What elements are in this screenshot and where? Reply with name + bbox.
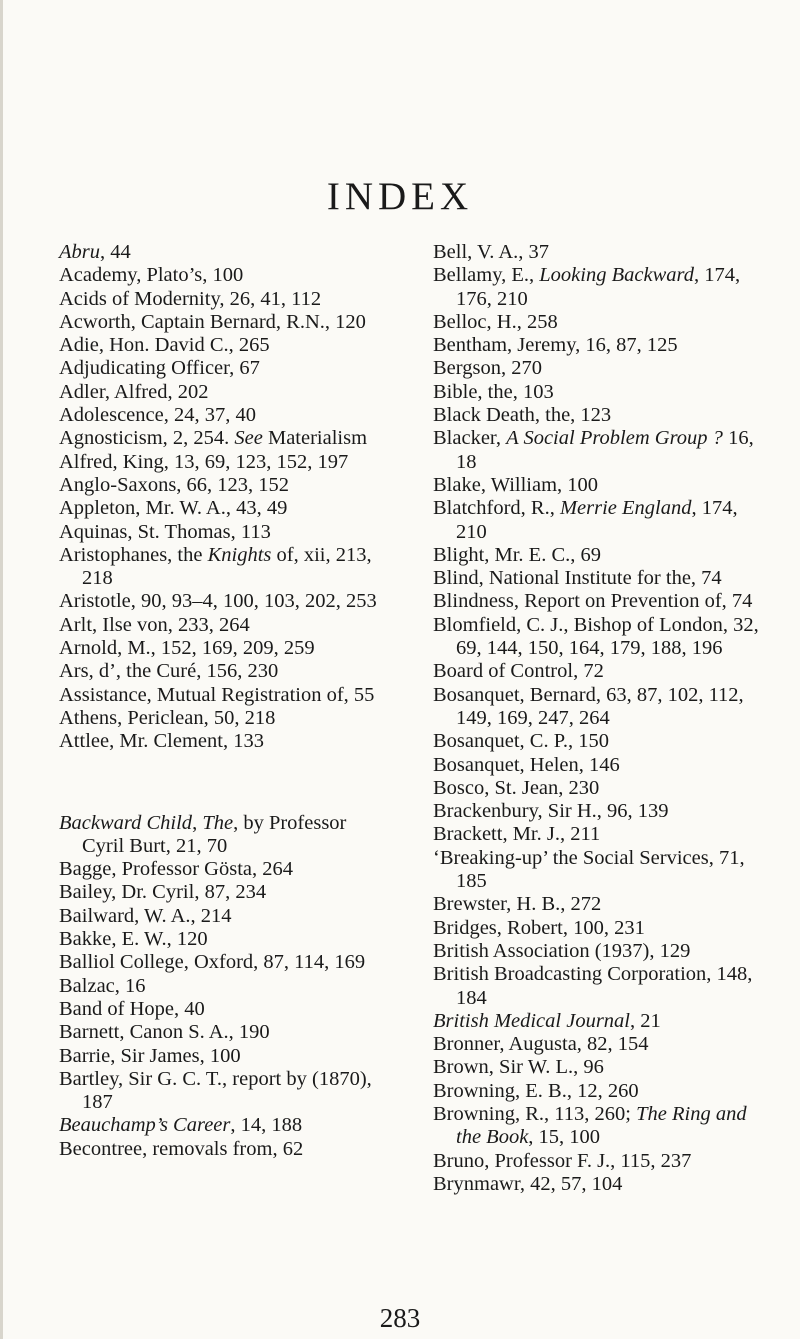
section-gap bbox=[59, 754, 392, 812]
index-entry-text: Appleton, Mr. W. A., 43, 49 bbox=[59, 497, 288, 520]
index-entry-text: Barnett, Canon S. A., 190 bbox=[59, 1021, 270, 1044]
index-entry bbox=[433, 1103, 766, 1150]
index-entry-text: Arnold, M., 152, 169, 209, 259 bbox=[59, 637, 315, 660]
index-entry bbox=[59, 544, 392, 591]
index-entry bbox=[433, 474, 766, 497]
index-entry bbox=[433, 1150, 766, 1173]
index-entry-text: Brewster, H. B., 272 bbox=[433, 893, 602, 916]
index-entry-text: Bronner, Augusta, 82, 154 bbox=[433, 1033, 649, 1056]
index-entry-text: Blomfield, C. J., Bishop of London, 32, 69, 144, 150, 164, 179, 188, 196 bbox=[433, 613, 759, 660]
index-entry-text: Bosanquet, C. P., 150 bbox=[433, 730, 609, 753]
index-entry bbox=[59, 288, 392, 311]
index-entry bbox=[433, 847, 766, 894]
index-entry bbox=[59, 590, 392, 613]
index-entry bbox=[433, 917, 766, 940]
index-entry-text: Belloc, H., 258 bbox=[433, 310, 558, 333]
index-entry-text: Balliol College, Oxford, 87, 114, 169 bbox=[59, 951, 366, 974]
index-entry-text: Bentham, Jeremy, 16, 87, 125 bbox=[433, 334, 678, 357]
index-entry-text: Bell, V. A., 37 bbox=[433, 241, 550, 263]
index-entry bbox=[433, 241, 766, 264]
index-entry bbox=[433, 614, 766, 661]
index-entry-text: Academy, Plato’s, 100 bbox=[59, 264, 244, 287]
index-entry bbox=[433, 684, 766, 731]
index-entry-text: Barrie, Sir James, 100 bbox=[59, 1044, 241, 1067]
index-entry-italic-text: A Social Problem Group ? bbox=[506, 427, 723, 450]
index-entry-text: Bagge, Professor Gösta, 264 bbox=[59, 858, 294, 881]
index-entry bbox=[59, 637, 392, 660]
index-entry bbox=[59, 241, 392, 264]
index-entry-text: Black Death, the, 123 bbox=[433, 404, 612, 427]
index-entry-text: , by Professor Cyril Burt, 21, 70 bbox=[82, 811, 347, 857]
index-entry bbox=[59, 474, 392, 497]
index-entry-text: British Broadcasting Corporation, 148, 184 bbox=[433, 963, 753, 1009]
index-entry bbox=[433, 730, 766, 753]
index-entry bbox=[433, 1173, 766, 1196]
index-entry-text: British Association (1937), 129 bbox=[433, 939, 691, 962]
index-entry-text: Bosco, St. Jean, 230 bbox=[433, 776, 600, 799]
index-entry bbox=[433, 381, 766, 404]
index-entry-text: Browning, E. B., 12, 260 bbox=[433, 1079, 639, 1102]
index-entry-text: Blind, National Institute for the, 74 bbox=[433, 567, 722, 590]
index-entry-text: Browning, R., 113, 260; bbox=[433, 1102, 637, 1125]
index-entry bbox=[59, 998, 392, 1021]
index-entry-text: Brackenbury, Sir H., 96, 139 bbox=[433, 800, 669, 823]
index-entry bbox=[59, 311, 392, 334]
index-entry-text: Bridges, Robert, 100, 231 bbox=[433, 916, 645, 939]
index-entry-text: Bellamy, E., bbox=[433, 264, 540, 287]
index-entry bbox=[59, 858, 392, 881]
index-entry bbox=[59, 881, 392, 904]
index-entry bbox=[59, 1045, 392, 1068]
index-entry-text: Aquinas, St. Thomas, 113 bbox=[59, 520, 271, 543]
index-entry-text: Aristophanes, the bbox=[59, 543, 208, 566]
index-entry bbox=[59, 730, 392, 753]
index-entry bbox=[59, 357, 392, 380]
index-entry bbox=[433, 823, 766, 846]
index-entry bbox=[59, 404, 392, 427]
page-title: INDEX bbox=[326, 175, 474, 219]
index-entry-italic-text: Backward Child bbox=[59, 811, 193, 834]
index-entry-text: Bruno, Professor F. J., 115, 237 bbox=[433, 1149, 692, 1172]
index-entry bbox=[59, 614, 392, 637]
index-entry-text: Blindness, Report on Prevention of, 74 bbox=[433, 590, 753, 613]
index-entry bbox=[59, 975, 392, 998]
index-column-right bbox=[433, 241, 766, 1196]
index-entry bbox=[433, 427, 766, 474]
index-entry-text: , 15, 100 bbox=[528, 1126, 601, 1149]
index-entry bbox=[433, 1010, 766, 1033]
index-entry-text: ‘Breaking-up’ the Social Services, 71, 185 bbox=[433, 846, 745, 893]
index-entry-text: Assistance, Mutual Registration of, 55 bbox=[59, 683, 375, 706]
index-entry bbox=[433, 264, 766, 311]
index-entry-text: , 21 bbox=[630, 1009, 661, 1032]
index-entry-text: Anglo-Saxons, 66, 123, 152 bbox=[59, 473, 290, 496]
index-entry-text: Adler, Alfred, 202 bbox=[59, 380, 209, 403]
index-entry-italic-text: The Ring and the Book bbox=[456, 1102, 747, 1149]
index-entry bbox=[59, 1114, 392, 1137]
index-entry bbox=[59, 951, 392, 974]
index-entry-text: Brackett, Mr. J., 211 bbox=[433, 823, 601, 846]
index-entry-text: Bergson, 270 bbox=[433, 357, 542, 380]
index-entry-text: , 174, 210 bbox=[456, 497, 738, 543]
index-entry bbox=[59, 707, 392, 730]
index-entry-text: Acids of Modernity, 26, 41, 112 bbox=[59, 287, 322, 310]
index-entry bbox=[433, 334, 766, 357]
index-entry-text: Adolescence, 24, 37, 40 bbox=[59, 404, 256, 427]
index-entry bbox=[59, 905, 392, 928]
index-entry bbox=[59, 1138, 392, 1161]
index-entry bbox=[59, 1068, 392, 1115]
index-entry bbox=[433, 940, 766, 963]
index-entry bbox=[433, 311, 766, 334]
index-entry-text: , 174, 176, 210 bbox=[456, 264, 741, 310]
index-entry-text: Balzac, 16 bbox=[59, 974, 146, 997]
index-entry bbox=[433, 567, 766, 590]
index-entry-text: , 44 bbox=[100, 241, 131, 263]
index-entry-text: 16, 18 bbox=[456, 427, 754, 473]
index-entry-text: Brynmawr, 42, 57, 104 bbox=[433, 1172, 623, 1195]
index-entry-text: Bailward, W. A., 214 bbox=[59, 904, 232, 927]
index-column-left bbox=[59, 241, 392, 1161]
index-entry-italic-text: British Medical Journal bbox=[433, 1009, 631, 1032]
index-entry-text: Materialism bbox=[262, 427, 368, 450]
index-entry-italic-text: See bbox=[234, 427, 263, 450]
index-entry bbox=[433, 497, 766, 544]
index-entry bbox=[59, 660, 392, 683]
index-entry-text: Blight, Mr. E. C., 69 bbox=[433, 543, 602, 566]
index-entry-text: Blatchford, R., bbox=[433, 497, 560, 520]
index-entry bbox=[433, 777, 766, 800]
index-entry-italic-text: Merrie England bbox=[559, 497, 692, 520]
index-entry bbox=[59, 1021, 392, 1044]
index-entry-text: , 14, 188 bbox=[230, 1114, 303, 1137]
index-entry bbox=[433, 357, 766, 380]
index-entry bbox=[59, 264, 392, 287]
index-entry-text: Blake, William, 100 bbox=[433, 473, 599, 496]
index-entry bbox=[433, 590, 766, 613]
index-entry-text: Arlt, Ilse von, 233, 264 bbox=[59, 613, 250, 636]
index-entry bbox=[433, 754, 766, 777]
index-entry bbox=[433, 893, 766, 916]
index-entry bbox=[433, 1033, 766, 1056]
index-entry-text: Attlee, Mr. Clement, 133 bbox=[59, 730, 264, 753]
index-entry-italic-text: The bbox=[202, 811, 234, 834]
index-entry bbox=[59, 451, 392, 474]
index-entry-text: Alfred, King, 13, 69, 123, 152, 197 bbox=[59, 450, 349, 473]
index-entry-italic-text: Looking Backward bbox=[539, 264, 694, 287]
index-entry bbox=[59, 684, 392, 707]
index-entry-text: Bosanquet, Helen, 146 bbox=[433, 753, 620, 776]
index-entry bbox=[59, 812, 392, 859]
index-entry bbox=[59, 334, 392, 357]
index-entry-text: Bible, the, 103 bbox=[433, 380, 554, 403]
index-entry bbox=[59, 497, 392, 520]
index-entry-text: Bartley, Sir G. C. T., report by (1870), 187 bbox=[59, 1067, 372, 1114]
index-entry bbox=[59, 521, 392, 544]
index-entry bbox=[433, 800, 766, 823]
index-entry bbox=[59, 928, 392, 951]
index-entry bbox=[433, 1056, 766, 1079]
index-entry-text: Adie, Hon. David C., 265 bbox=[59, 334, 270, 357]
index-entry-italic-text: Beauchamp’s Career bbox=[59, 1114, 231, 1137]
index-entry bbox=[59, 427, 392, 450]
index-entry-italic-text: Knights bbox=[207, 543, 272, 566]
index-entry-text: Becontree, removals from, 62 bbox=[59, 1137, 304, 1160]
index-entry bbox=[433, 404, 766, 427]
index-entry-text: Acworth, Captain Bernard, R.N., 120 bbox=[59, 310, 366, 333]
index-entry-text: Blacker, bbox=[433, 427, 507, 450]
index-entry-text: Athens, Periclean, 50, 218 bbox=[59, 706, 276, 729]
index-entry bbox=[433, 963, 766, 1010]
index-entry-text: Agnosticism, 2, 254. bbox=[59, 427, 235, 450]
index-entry-text: Bosanquet, Bernard, 63, 87, 102, 112, 149, 169, 247, 264 bbox=[433, 683, 744, 729]
index-entry bbox=[433, 1080, 766, 1103]
index-entry-text: Band of Hope, 40 bbox=[59, 997, 205, 1020]
index-entry bbox=[59, 381, 392, 404]
index-entry-text: Adjudicating Officer, 67 bbox=[59, 357, 260, 380]
index-entry-text: Bailey, Dr. Cyril, 87, 234 bbox=[59, 881, 267, 904]
index-entry-text: Ars, d’, the Curé, 156, 230 bbox=[59, 660, 279, 683]
index-entry-text: Aristotle, 90, 93–4, 100, 103, 202, 253 bbox=[59, 590, 377, 613]
index-entry-text: Board of Control, 72 bbox=[433, 660, 604, 683]
index-entry-text: , bbox=[192, 811, 203, 834]
index-entry-italic-text: Abru bbox=[59, 241, 100, 263]
index-entry-text: of, xii, 213, 218 bbox=[82, 543, 372, 590]
page-number: 283 bbox=[379, 1303, 421, 1333]
index-entry-text: Bakke, E. W., 120 bbox=[59, 928, 208, 951]
index-entry-text: Brown, Sir W. L., 96 bbox=[433, 1056, 604, 1079]
index-entry bbox=[433, 544, 766, 567]
index-entry bbox=[433, 660, 766, 683]
